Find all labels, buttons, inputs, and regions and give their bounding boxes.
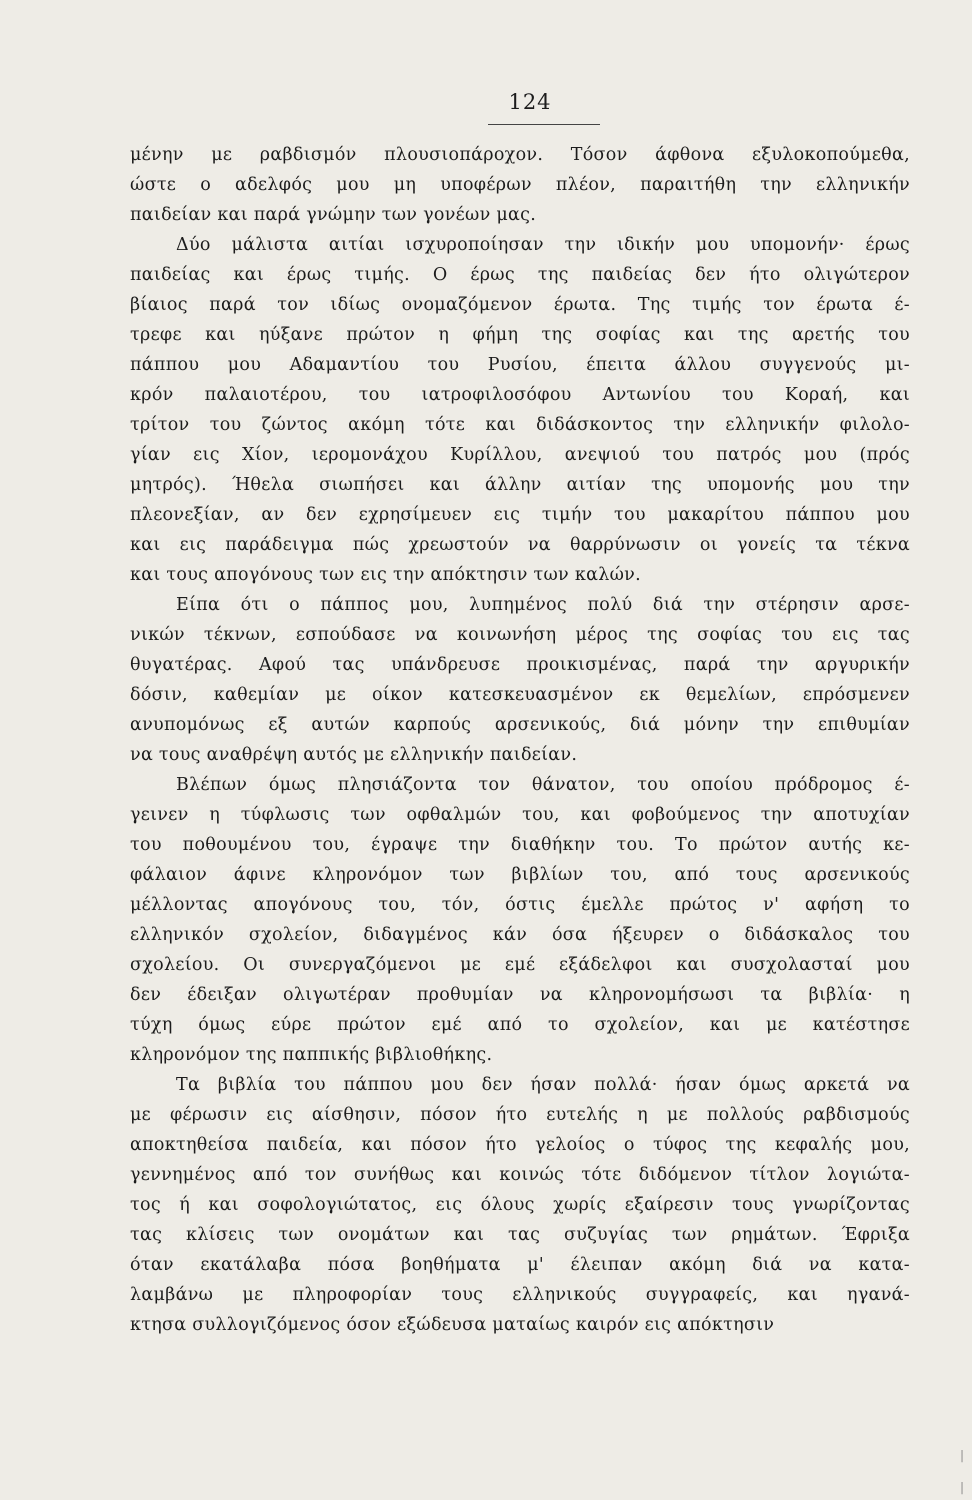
text-line: νικών τέκνων, εσπούδασε να κοινωνήση μέρος της σοφίας του εις τας (130, 625, 910, 645)
text-line: κρόν παλαιοτέρου, του ιατροφιλοσόφου Αντωνίου του Κοραή, και (130, 385, 910, 405)
text-line: γεινεν η τύφλωσις των οφθαλμών του, και φοβούμενος την αποτυχίαν (130, 805, 910, 825)
text-line: σχολείου. Οι συνεργαζόμενοι με εμέ εξάδελφοι και συσχολασταί μου (130, 955, 910, 975)
text-line: Τα βιβλία του πάππου μου δεν ήσαν πολλά· ήσαν όμως αρκετά να (176, 1075, 910, 1095)
text-line: ώστε ο αδελφός μου μη υποφέρων πλέον, παραιτήθη την ελληνικήν (130, 175, 910, 195)
text-line: και εις παράδειγμα πώς χρεωστούν να θαρρύνωσιν οι γονείς τα τέκνα (130, 535, 910, 555)
text-line: αποκτηθείσα παιδεία, και πόσον ήτο γελοίος ο τύφος της κεφαλής μου, (130, 1135, 910, 1155)
text-line: τύχη όμως εύρε πρώτον εμέ από το σχολείον, και με κατέστησε (130, 1015, 910, 1035)
text-line: και τους απογόνους των εις την απόκτησιν των καλών. (130, 565, 641, 585)
text-line: τος ή και σοφολογιώτατος, εις όλους χωρίς εξαίρεσιν τους γνωρίζοντας (130, 1195, 910, 1215)
edge-mark: | (959, 1480, 964, 1494)
text-line: Βλέπων όμως πλησιάζοντα τον θάνατον, του οποίου πρόδρομος έ- (176, 775, 910, 795)
text-line: κληρονόμον της παππικής βιβλιοθήκης. (130, 1045, 493, 1065)
text-line: μέλλοντας απογόνους του, τόν, όστις έμελλε πρώτος ν' αφήση το (130, 895, 910, 915)
text-line: πάππου μου Αδαμαντίου του Ρυσίου, έπειτα άλλου συγγενούς μι- (130, 355, 910, 375)
text-line: να τους αναθρέψη αυτός με ελληνικήν παιδείαν. (130, 745, 578, 765)
text-line: ελληνικόν σχολείον, διδαγμένος κάν όσα ήξευρεν ο διδάσκαλος του (130, 925, 910, 945)
text-line: παιδείας και έρως τιμής. Ο έρως της παιδείας δεν ήτο ολιγώτερον (130, 265, 910, 285)
text-line: βίαιος παρά τον ιδίως ονομαζόμενον έρωτα. Της τιμής τον έρωτα έ- (130, 295, 910, 315)
text-line: μένην με ραβδισμόν πλουσιοπάροχον. Τόσον άφθονα εξυλοκοπούμεθα, (130, 145, 910, 165)
text-line: παιδείαν και παρά γνώμην των γονέων μας. (130, 205, 537, 225)
text-line: γίαν εις Χίον, ιερομονάχου Κυρίλλου, ανεψιού του πατρός μου (πρός (130, 445, 910, 465)
text-line: λαμβάνω με πληροφορίαν τους ελληνικούς συγγραφείς, και ηγανά- (130, 1285, 910, 1305)
body-text (130, 140, 910, 1340)
text-line: Είπα ότι ο πάππος μου, λυπημένος πολύ διά την στέρησιν αρσε- (176, 595, 910, 615)
text-line: κτησα συλλογιζόμενος όσον εξώδευσα ματαίως καιρόν εις απόκτησιν (130, 1315, 775, 1335)
text-line: γεννημένος από τον συνήθως και κοινώς τότε διδόμενον τίτλον λογιώτα- (130, 1165, 910, 1185)
text-line: ανυπομόνως εξ αυτών καρπούς αρσενικούς, διά μόνην την επιθυμίαν (130, 715, 910, 735)
text-line: μητρός). Ήθελα σιωπήσει και άλλην αιτίαν της υπομονής μου την (130, 475, 910, 495)
header-rule (488, 124, 600, 125)
text-line: του ποθουμένου του, έγραψε την διαθήκην του. Το πρώτον αυτής κε- (130, 835, 910, 855)
edge-mark: | (959, 1448, 964, 1462)
text-line: δεν έδειξαν ολιγωτέραν προθυμίαν να κληρονομήσωσι τα βιβλία· η (130, 985, 910, 1005)
text-line: πλεονεξίαν, αν δεν εχρησίμευεν εις τιμήν του μακαρίτου πάππου μου (130, 505, 910, 525)
text-line: φάλαιον άφινε κληρονόμον των βιβλίων του, από τους αρσενικούς (130, 865, 910, 885)
text-line: τας κλίσεις των ονομάτων και τας συζυγίας των ρημάτων. Έφριξα (130, 1225, 910, 1245)
text-line: τρίτον του ζώντος ακόμη τότε και διδάσκοντος την ελληνικήν φιλολο- (130, 415, 910, 435)
text-line: θυγατέρας. Αφού τας υπάνδρευσε προικισμένας, παρά την αργυρικήν (130, 655, 910, 675)
page-number: 124 (508, 90, 552, 114)
text-line: τρεφε και ηύξανε πρώτον η φήμη της σοφίας και της αρετής του (130, 325, 910, 345)
text-line: όταν εκατάλαβα πόσα βοηθήματα μ' έλειπαν ακόμη διά να κατα- (130, 1255, 910, 1275)
text-line: Δύο μάλιστα αιτίαι ισχυροποίησαν την ιδικήν μου υπομονήν· έρως (176, 235, 910, 255)
text-line: δόσιν, καθεμίαν με οίκον κατεσκευασμένον εκ θεμελίων, επρόσμενεν (130, 685, 910, 705)
text-line: με φέρωσιν εις αίσθησιν, πόσον ήτο ευτελής η με πολλούς ραβδισμούς (130, 1105, 910, 1125)
